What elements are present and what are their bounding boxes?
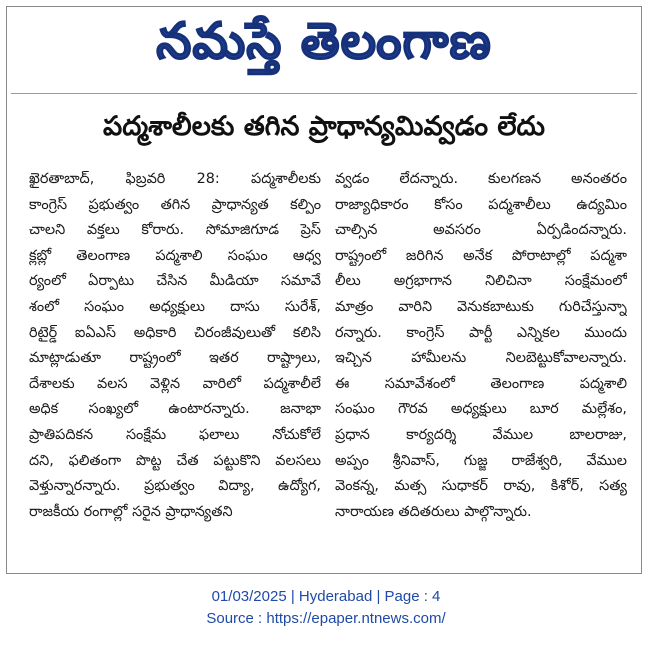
article-line: రన్నారు. కాంగ్రెస్ పార్టీ ఎన్నికల ముందు [335,324,627,341]
headline [7,107,641,147]
article-line: ప్రాతిపదికన సంక్షేమ ఫలాలు నోచుకోలే [29,426,321,443]
article-line: చాల్సిన అవసరం ఏర్పడిందన్నారు. [335,222,627,239]
source-url[interactable]: Source : https://epaper.ntnews.com/ [206,610,446,627]
article-line: రిటైర్డ్ ఐఏఎస్ అధికారి చిరంజీవులుతో కలిసి [29,324,321,341]
article-line: ర్యంలో ఏర్పాటు చేసిన మీడియా సమావే [29,273,321,290]
masthead-divider [11,93,637,94]
article-line: చాలని వక్తలు కోరారు. సోమాజిగూడ ప్రెస్ [29,222,321,239]
article-line: ప్రధాన కార్యదర్శి వేముల బాలరాజు, [335,426,627,443]
article-line: క్లబ్లో తెలంగాణ పద్మశాలి సంఘం ఆధ్వ [29,247,321,264]
article-line: అప్పం శ్రీనివాస్, గుజ్జ రాజేశ్వరి, వేముల [335,452,627,469]
article-line: వ్వడం లేదన్నారు. కులగణన అనంతరం [335,171,627,187]
article-column-1 [29,167,321,567]
article-line: ఇచ్చిన హామీలను నిలబెట్టుకోవాలన్నారు. [335,350,627,367]
article-line: మాత్రం వారిని వెనుకబాటుకు గురిచేస్తున్నా [335,298,627,315]
article-line: రాజ్యాధికారం కోసం పద్మశాలీలు ఉద్యమిం [335,196,627,213]
article-line: మాట్లాడుతూ రాష్ట్రంలో ఇతర రాష్ట్రాలు, [29,350,321,367]
article-column-2 [335,167,627,567]
article-line: శంలో సంఘం అధ్యక్షులు దాసు సురేశ్, [29,298,321,315]
article-line: రాష్ట్రంలో జరిగిన అనేక పోరాటాల్లో పద్మశా [335,247,627,264]
article-line: రాజకీయ రంగాల్లో సరైన ప్రాధాన్యతని [29,503,233,520]
masthead-title: నమస్తే తెలంగాణ [156,12,492,70]
article-line: కాంగ్రెస్ ప్రభుత్వం తగిన ప్రాధాన్యత కల్పిం [29,196,321,213]
article-line: దేశాలకు వలస వెళ్లిన వారిలో పద్మశాలీలే [29,375,321,392]
article-line: వెంకన్న, మత్స సుధాకర్ రావు, కిశోర్, సత్య [335,478,627,495]
source-footer [0,586,652,630]
article-line: దని, ఫలితంగా పొట్ట చేత పట్టుకొని వలసలు [29,452,321,469]
article-line: ఈ సమావేశంలో తెలంగాణ పద్మశాలి [335,375,627,392]
headline-text: పద్మశాలీలకు తగిన ప్రాధాన్యమివ్వడం లేదు [103,111,545,142]
article-line: అధిక సంఖ్యలో ఉంటారన్నారు. జనాభా [29,401,321,418]
article-body [29,167,627,567]
article-line: ఖైరతాబాద్, ఫిబ్రవరి 28: పద్మశాలీలకు [29,171,321,187]
article-line: వెళ్తున్నారన్నారు. ప్రభుత్వం విద్యా, ఉద్యోగ, [29,478,321,495]
article-line: లీలు అగ్రభాగాన నిలిచినా సంక్షేమంలో [335,273,627,290]
masthead [7,9,641,77]
article-line: సంఘం గౌరవ అధ్యక్షులు బూర మల్లేశం, [335,401,627,418]
article-line: నారాయణ తదితరులు పాల్గొన్నారు. [335,503,532,520]
newspaper-clipping [6,6,642,574]
date-city-page: 01/03/2025 | Hyderabad | Page : 4 [211,588,441,605]
